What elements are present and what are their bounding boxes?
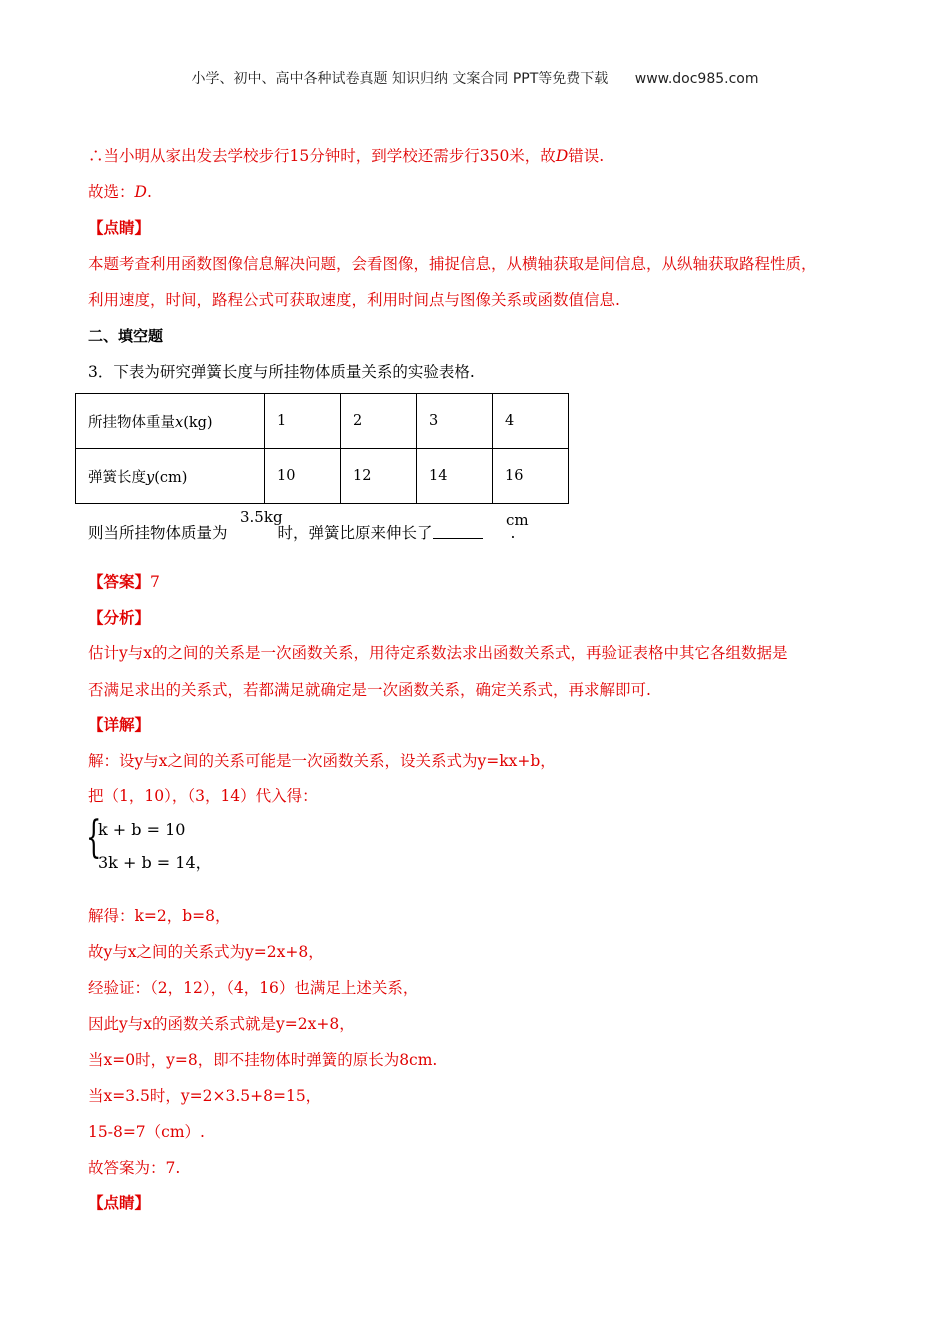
table-cell: 1 [265, 394, 341, 449]
question-ask: 则当所挂物体质量为 时，弹簧比原来伸长了 . [88, 524, 516, 542]
mass-value: 3.5kg [240, 508, 283, 526]
remark-tag: 【点睛】 [88, 1193, 151, 1212]
detail-line-6: 因此y与x的函数关系式就是y=2x+8， [88, 1015, 355, 1033]
detail-line-9: 15-8=7（cm）. [88, 1123, 205, 1141]
header-url[interactable]: www.doc985.com [634, 71, 759, 87]
analysis-line-1: 估计y与x的之间的关系是一次函数关系，用待定系数法求出函数关系式，再验证表格中其它各组数据是 [88, 644, 788, 662]
detail-line-2: 把（1，10），（3，14）代入得： [88, 787, 318, 805]
detail-line-10: 故答案为：7. [88, 1159, 181, 1177]
detail-line-3: 解得：k=2，b=8， [88, 907, 231, 925]
table-cell: 10 [265, 449, 341, 504]
table-cell: 12 [341, 449, 417, 504]
row-header: 弹簧长度y(cm) [76, 449, 265, 504]
prev-remark-line-2: 利用速度，时间，路程公式可获取速度，利用时间点与图像关系或函数值信息. [88, 291, 620, 309]
table-row [76, 449, 569, 504]
page-header [0, 68, 950, 88]
equation-1: k + b = 10 [98, 820, 186, 839]
row-header: 所挂物体重量x(kg) [76, 394, 265, 449]
answer-line: 【答案】7 [88, 572, 160, 591]
question-stem: 3．下表为研究弹簧长度与所挂物体质量关系的实验表格. [88, 363, 475, 381]
header-text: 小学、初中、高中各种试卷真题 知识归纳 文案合同 PPT等免费下载 [191, 71, 609, 87]
detail-line-4: 故y与x之间的关系式为y=2x+8， [88, 943, 324, 961]
table-cell: 4 [493, 394, 569, 449]
prev-remark-line-1: 本题考查利用函数图像信息解决问题，会看图像，捕捉信息，从横轴获取是间信息，从纵轴获取路程性质， [88, 255, 817, 273]
section-title: 二、填空题 [88, 327, 164, 345]
table-cell: 2 [341, 394, 417, 449]
length-unit: cm [506, 511, 529, 529]
experiment-table [75, 393, 569, 504]
detail-line-8: 当x=3.5时，y=2×3.5+8=15， [88, 1087, 322, 1105]
answer-blank[interactable] [433, 524, 483, 539]
table-cell: 14 [417, 449, 493, 504]
equation-2: 3k + b = 14， [98, 853, 212, 872]
analysis-line-2: 否满足求出的关系式，若都满足就确定是一次函数关系，确定关系式，再求解即可. [88, 681, 651, 699]
prev-conclusion: ∴当小明从家出发去学校步行15分钟时，到学校还需步行350米，故D错误. [88, 147, 605, 165]
prev-choice: 故选：D. [88, 183, 152, 201]
detail-line-5: 经验证：（2，12），（4，16）也满足上述关系， [88, 979, 419, 997]
table-row [76, 394, 569, 449]
analysis-tag: 【分析】 [88, 608, 151, 627]
detail-line-7: 当x=0时，y=8，即不挂物体时弹簧的原长为8cm. [88, 1051, 438, 1069]
table-cell: 3 [417, 394, 493, 449]
prev-remark-tag: 【点睛】 [88, 218, 151, 237]
detail-tag: 【详解】 [88, 715, 151, 734]
equation-brace: { [86, 812, 102, 863]
table-cell: 16 [493, 449, 569, 504]
detail-line-1: 解：设y与x之间的关系可能是一次函数关系，设关系式为y=kx+b， [88, 752, 556, 770]
